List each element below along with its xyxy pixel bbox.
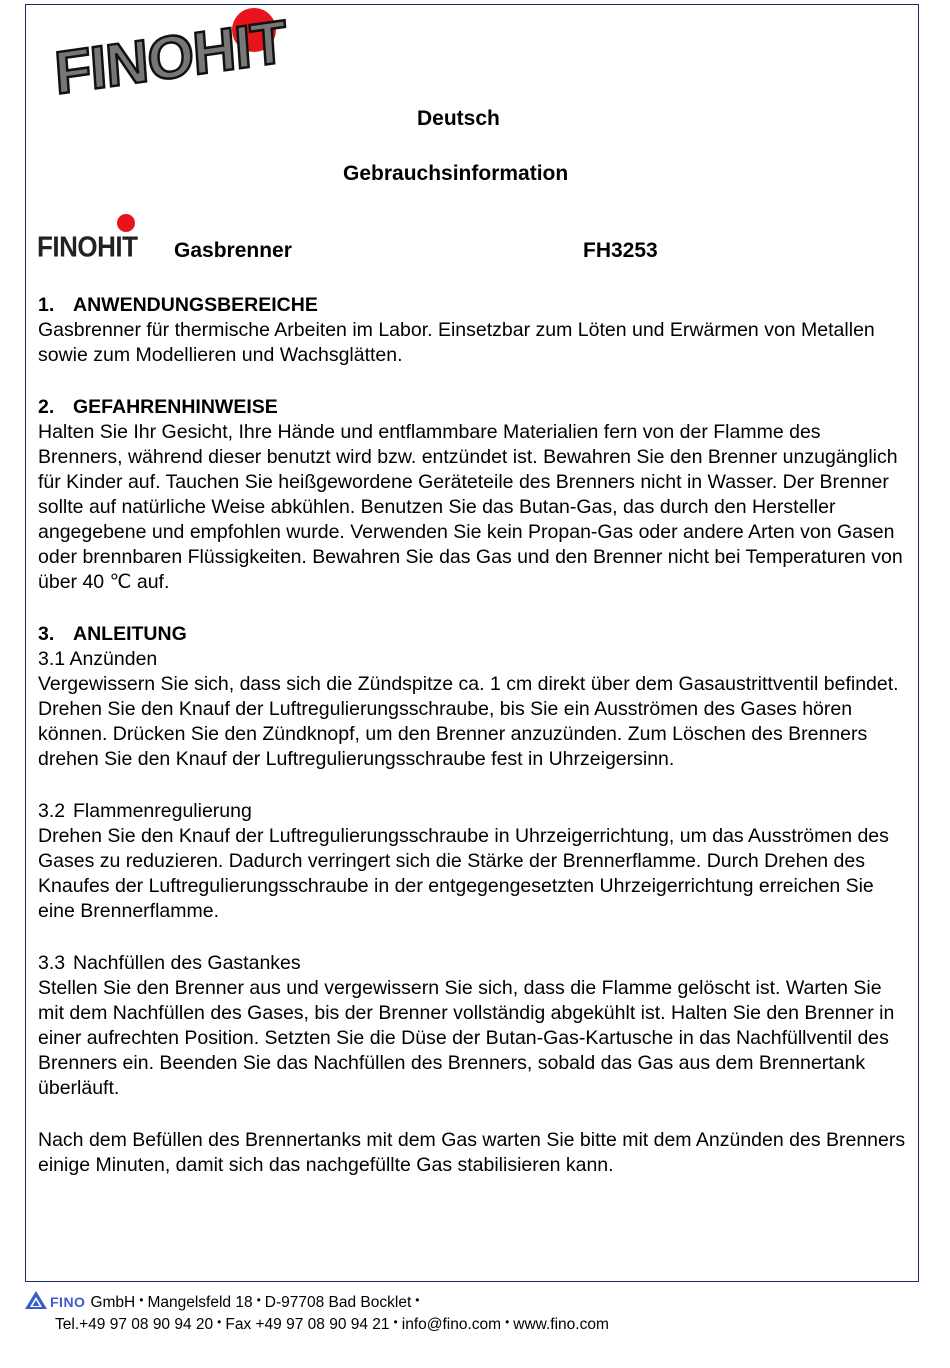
section-1-title: ANWENDUNGSBEREICHE bbox=[73, 294, 318, 316]
footer-email-link[interactable]: info@fino.com bbox=[401, 1316, 502, 1333]
section-2-text: Halten Sie Ihr Gesicht, Ihre Hände und entflammbare Materialien fern von der Flamme des Brenners, während dieser benutzt wird bzw. entzündet ist. Bewahren Sie den Brenner unzugänglich für Kinder auf. Tauchen Sie heißgewordene Geräteteile des Brenners nicht in Wasser. Der Brenner sollte auf natürliche Weise abkühlen. Benutzen Sie das Butan-Gas, das durch den Hersteller angegebene und empfohlen wurde. Verwenden Sie kein Propan-Gas oder andere Arten von Gasen oder brennbaren Flüssigkeiten. Bewahren Sie das Gas und den Brenner nicht bei Temperaturen von über 40 ℃ auf. bbox=[38, 421, 903, 593]
subsection-3-3-text: Stellen Sie den Brenner aus und vergewissern Sie sich, dass die Flamme gelöscht ist. Warten Sie mit dem Nachfüllen des Gases, bis der Brenner vollständig abgekühlt ist. Halten Sie den Brenner in einer aufrechten Position. Setzten Sie die Düse der Butan-Gas-Kartusche in das Nachfüllventil des Brenners ein. Beenden Sie das Nachfüllen des Brenners, sobald das Gas aus dem Brennertank überläuft. bbox=[38, 977, 895, 1099]
fino-triangle-icon bbox=[24, 1290, 48, 1317]
section-1-heading bbox=[38, 293, 910, 318]
footer-city: D-97708 Bad Bocklet bbox=[264, 1294, 412, 1311]
finohit-small-logo bbox=[37, 214, 149, 262]
subsection-3-2-number: 3.2 bbox=[38, 800, 66, 822]
section-1-text: Gasbrenner für thermische Arbeiten im Labor. Einsetzbar zum Löten und Erwärmen von Metallen sowie zum Modellieren und Wachsglätten. bbox=[38, 319, 875, 366]
product-name: Gasbrenner bbox=[174, 239, 292, 262]
finohit-logo bbox=[52, 6, 307, 131]
section-3-heading bbox=[38, 622, 910, 647]
subsection-3-2-text: Drehen Sie den Knauf der Luftregulierungsschraube in Uhrzeigerrichtung, um das Ausströmen des Gases zu reduzieren. Dadurch verringert sich die Stärke der Brennerflamme. Durch Drehen des Knaufes der Luftregulierungsschraube in der entgegengesetzten Uhrzeigerrichtung erreichen Sie eine Brennerflamme. bbox=[38, 825, 889, 922]
subsection-3-2-heading bbox=[38, 799, 910, 824]
footer-web-link[interactable]: www.fino.com bbox=[513, 1316, 609, 1333]
footer-contact-line bbox=[55, 1311, 609, 1336]
subsection-3-3-number: 3.3 bbox=[38, 952, 66, 974]
footer-separator: • bbox=[217, 1315, 222, 1329]
small-logo-wordmark: FINOHIT bbox=[37, 230, 138, 263]
footer-separator: • bbox=[415, 1293, 420, 1307]
section-1-number: 1. bbox=[38, 294, 55, 316]
subsection-3-1-text: Vergewissern Sie sich, dass sich die Zündspitze ca. 1 cm direkt über dem Gasaustrittventil befindet. Drehen Sie den Knauf der Luftregulierungsschraube, bis Sie ein Ausströmen des Gases hören können. Drücken Sie den Zündknopf, um den Brenner anzuzünden. Zum Löschen des Brenners drehen Sie den Knauf der Luftregulierungsschraube fest in Uhrzeigersinn. bbox=[38, 673, 899, 770]
model-number: FH3253 bbox=[583, 239, 658, 262]
subsection-3-1-title: 3.1 Anzünden bbox=[38, 648, 158, 670]
footer-separator: • bbox=[505, 1315, 510, 1329]
footer-tel: Tel.+49 97 08 90 94 20 bbox=[55, 1316, 214, 1333]
subsection-3-2-title: Flammenregulierung bbox=[73, 800, 252, 822]
section-3-title: ANLEITUNG bbox=[73, 623, 187, 645]
subsection-3-3-heading bbox=[38, 951, 910, 976]
fino-brand: FINO bbox=[50, 1294, 86, 1310]
footer-separator: • bbox=[139, 1293, 144, 1307]
footer-fax: Fax +49 97 08 90 94 21 bbox=[225, 1316, 390, 1333]
logo-wordmark: FINOHIT bbox=[52, 7, 288, 107]
footer-company: GmbH bbox=[90, 1294, 136, 1311]
document-title: Gebrauchsinformation bbox=[343, 162, 569, 185]
section-2-title: GEFAHRENHINWEISE bbox=[73, 396, 278, 418]
language-label: Deutsch bbox=[417, 107, 500, 130]
subsection-3-3-title: Nachfüllen des Gastankes bbox=[73, 952, 301, 974]
section-2-number: 2. bbox=[38, 396, 55, 418]
section-2-heading bbox=[38, 395, 910, 420]
document-body bbox=[38, 293, 910, 1178]
footer-separator: • bbox=[256, 1293, 261, 1307]
footer-separator: • bbox=[393, 1315, 398, 1329]
footer-street: Mangelsfeld 18 bbox=[147, 1294, 253, 1311]
section-3-number: 3. bbox=[38, 623, 55, 645]
closing-text: Nach dem Befüllen des Brennertanks mit dem Gas warten Sie bitte mit dem Anzünden des Brenners einige Minuten, damit sich das nachgefüllte Gas stabilisieren kann. bbox=[38, 1129, 906, 1176]
